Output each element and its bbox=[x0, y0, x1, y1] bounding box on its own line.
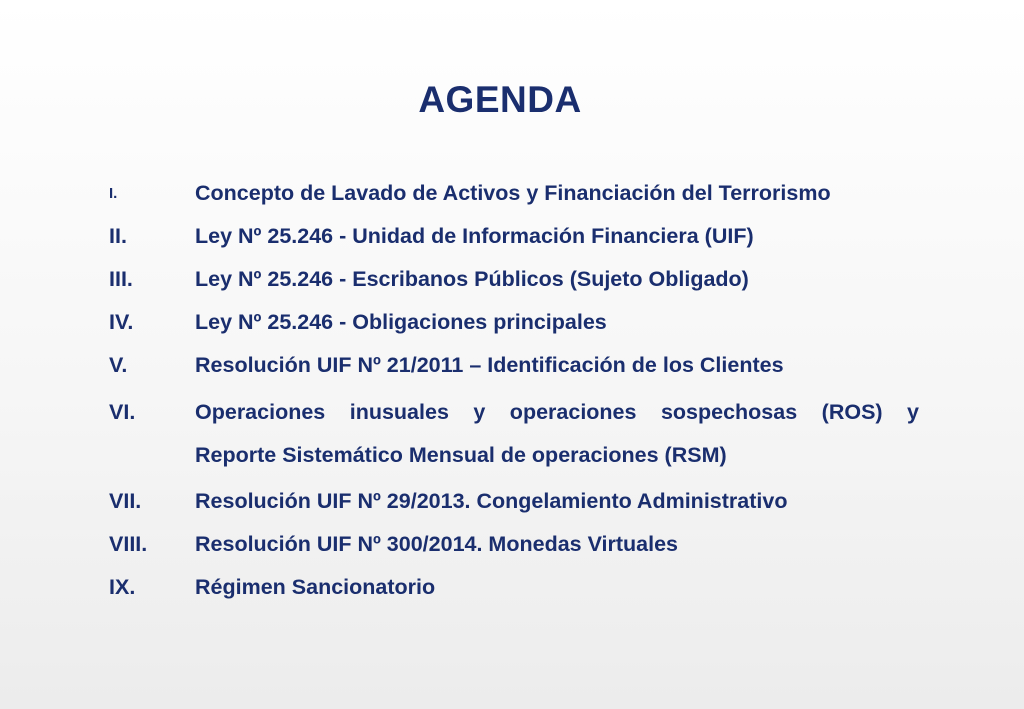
agenda-item-text: Resolución UIF Nº 300/2014. Monedas Virtuales bbox=[195, 532, 679, 556]
agenda-item-numeral: III. bbox=[109, 267, 133, 291]
agenda-item-numeral: VI. bbox=[109, 400, 136, 424]
agenda-item bbox=[109, 480, 919, 523]
agenda-item-numeral: IV. bbox=[109, 310, 134, 334]
agenda-item-text bbox=[195, 391, 919, 477]
agenda-item bbox=[109, 301, 919, 344]
agenda-item bbox=[109, 566, 919, 609]
agenda-item bbox=[109, 523, 919, 566]
agenda-item-text: Ley Nº 25.246 - Obligaciones principales bbox=[195, 310, 607, 334]
agenda-item-text: Ley Nº 25.246 - Unidad de Información Financiera (UIF) bbox=[195, 224, 754, 248]
agenda-item-text-line2: Reporte Sistemático Mensual de operaciones (RSM) bbox=[195, 443, 727, 467]
agenda-item-text: Concepto de Lavado de Activos y Financiación del Terrorismo bbox=[195, 181, 831, 205]
agenda-item-numeral: IX. bbox=[109, 575, 136, 599]
agenda-item bbox=[109, 258, 919, 301]
agenda-item-numeral: VII. bbox=[109, 489, 142, 513]
agenda-item bbox=[109, 391, 919, 477]
agenda-list bbox=[109, 172, 919, 609]
agenda-item bbox=[109, 344, 919, 387]
agenda-item-numeral: V. bbox=[109, 353, 128, 377]
agenda-item-text: Régimen Sancionatorio bbox=[195, 575, 436, 599]
agenda-item-numeral: I. bbox=[109, 185, 118, 202]
agenda-item-text: Resolución UIF Nº 21/2011 – Identificación de los Clientes bbox=[195, 353, 784, 377]
agenda-item-numeral: VIII. bbox=[109, 532, 148, 556]
agenda-item-numeral: II. bbox=[109, 224, 127, 248]
agenda-item bbox=[109, 172, 919, 215]
agenda-item-text: Ley Nº 25.246 - Escribanos Públicos (Sujeto Obligado) bbox=[195, 267, 749, 291]
agenda-item-text: Resolución UIF Nº 29/2013. Congelamiento Administrativo bbox=[195, 489, 788, 513]
agenda-item bbox=[109, 215, 919, 258]
agenda-item-text-line1: Operaciones inusuales y operaciones sospechosas (ROS) y bbox=[195, 400, 919, 424]
slide-title: AGENDA bbox=[418, 79, 582, 120]
